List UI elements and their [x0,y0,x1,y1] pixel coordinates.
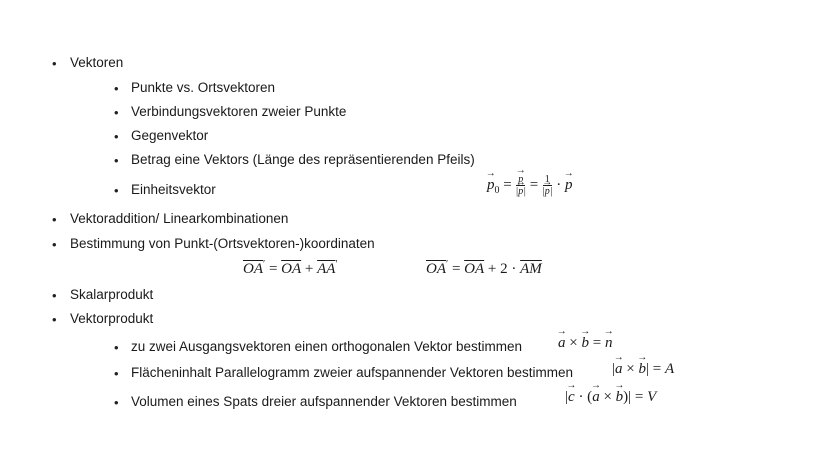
item-vektoren: Vektoren [70,55,124,70]
item-skalarprodukt: Skalarprodukt [70,287,154,302]
formula-spatvolumen: |→ c · (→ a × → b)| = V [565,389,656,406]
formula-flaeche: |→ a × → b| = A [612,361,674,378]
item-punkte: Punkte vs. Ortsvektoren [131,80,276,95]
bullet-marker: • [114,105,119,120]
formula-oa-strich-1: $\overline{OA}' = \overline{OA} + \overline{AA}'$ [243,259,338,277]
item-verbindungsvektoren: Verbindungsvektoren zweier Punkte [131,104,347,119]
item-bestimmung: Bestimmung von Punkt-(Ortsvektoren-)koordinaten [70,236,375,251]
bullet-marker: • [52,212,57,227]
item-flaecheninhalt: Flächeninhalt Parallelogramm zweier aufspannender Vektoren bestimmen [131,365,573,380]
bullet-marker: • [114,129,119,144]
bullet-marker: • [52,237,57,252]
formula-kreuzprodukt: → a × → b = → n [558,335,612,352]
item-spatvolumen: Volumen eines Spats dreier aufspannender Vektoren bestimmen [131,394,517,409]
bullet-marker: • [52,288,57,303]
bullet-marker: • [114,81,119,96]
bullet-marker: • [52,312,57,327]
item-vektoraddition: Vektoraddition/ Linearkombinationen [70,211,289,226]
bullet-marker: • [114,366,119,381]
item-betrag: Betrag eine Vektors (Länge des repräsentierenden Pfeils) [131,152,475,167]
item-orthogonal: zu zwei Ausgangsvektoren einen orthogonalen Vektor bestimmen [131,339,522,354]
item-einheitsvektor: Einheitsvektor [131,182,216,197]
formula-einheitsvektor: → $p_0$ = → $\frac{p}{|\to p|}$ = $\frac{1}{|\to p|}$ · → p [487,174,572,197]
formula-oa-strich-2: $\overline{OA}' = \overline{OA} + 2 \cdot \overline{AM}$ [426,259,542,277]
bullet-marker: • [114,153,119,168]
bullet-marker: • [52,56,57,71]
bullet-marker: • [114,395,119,410]
item-gegenvektor: Gegenvektor [131,128,209,143]
item-vektorprodukt: Vektorprodukt [70,311,154,326]
bullet-marker: • [114,340,119,355]
bullet-marker: • [114,183,119,198]
